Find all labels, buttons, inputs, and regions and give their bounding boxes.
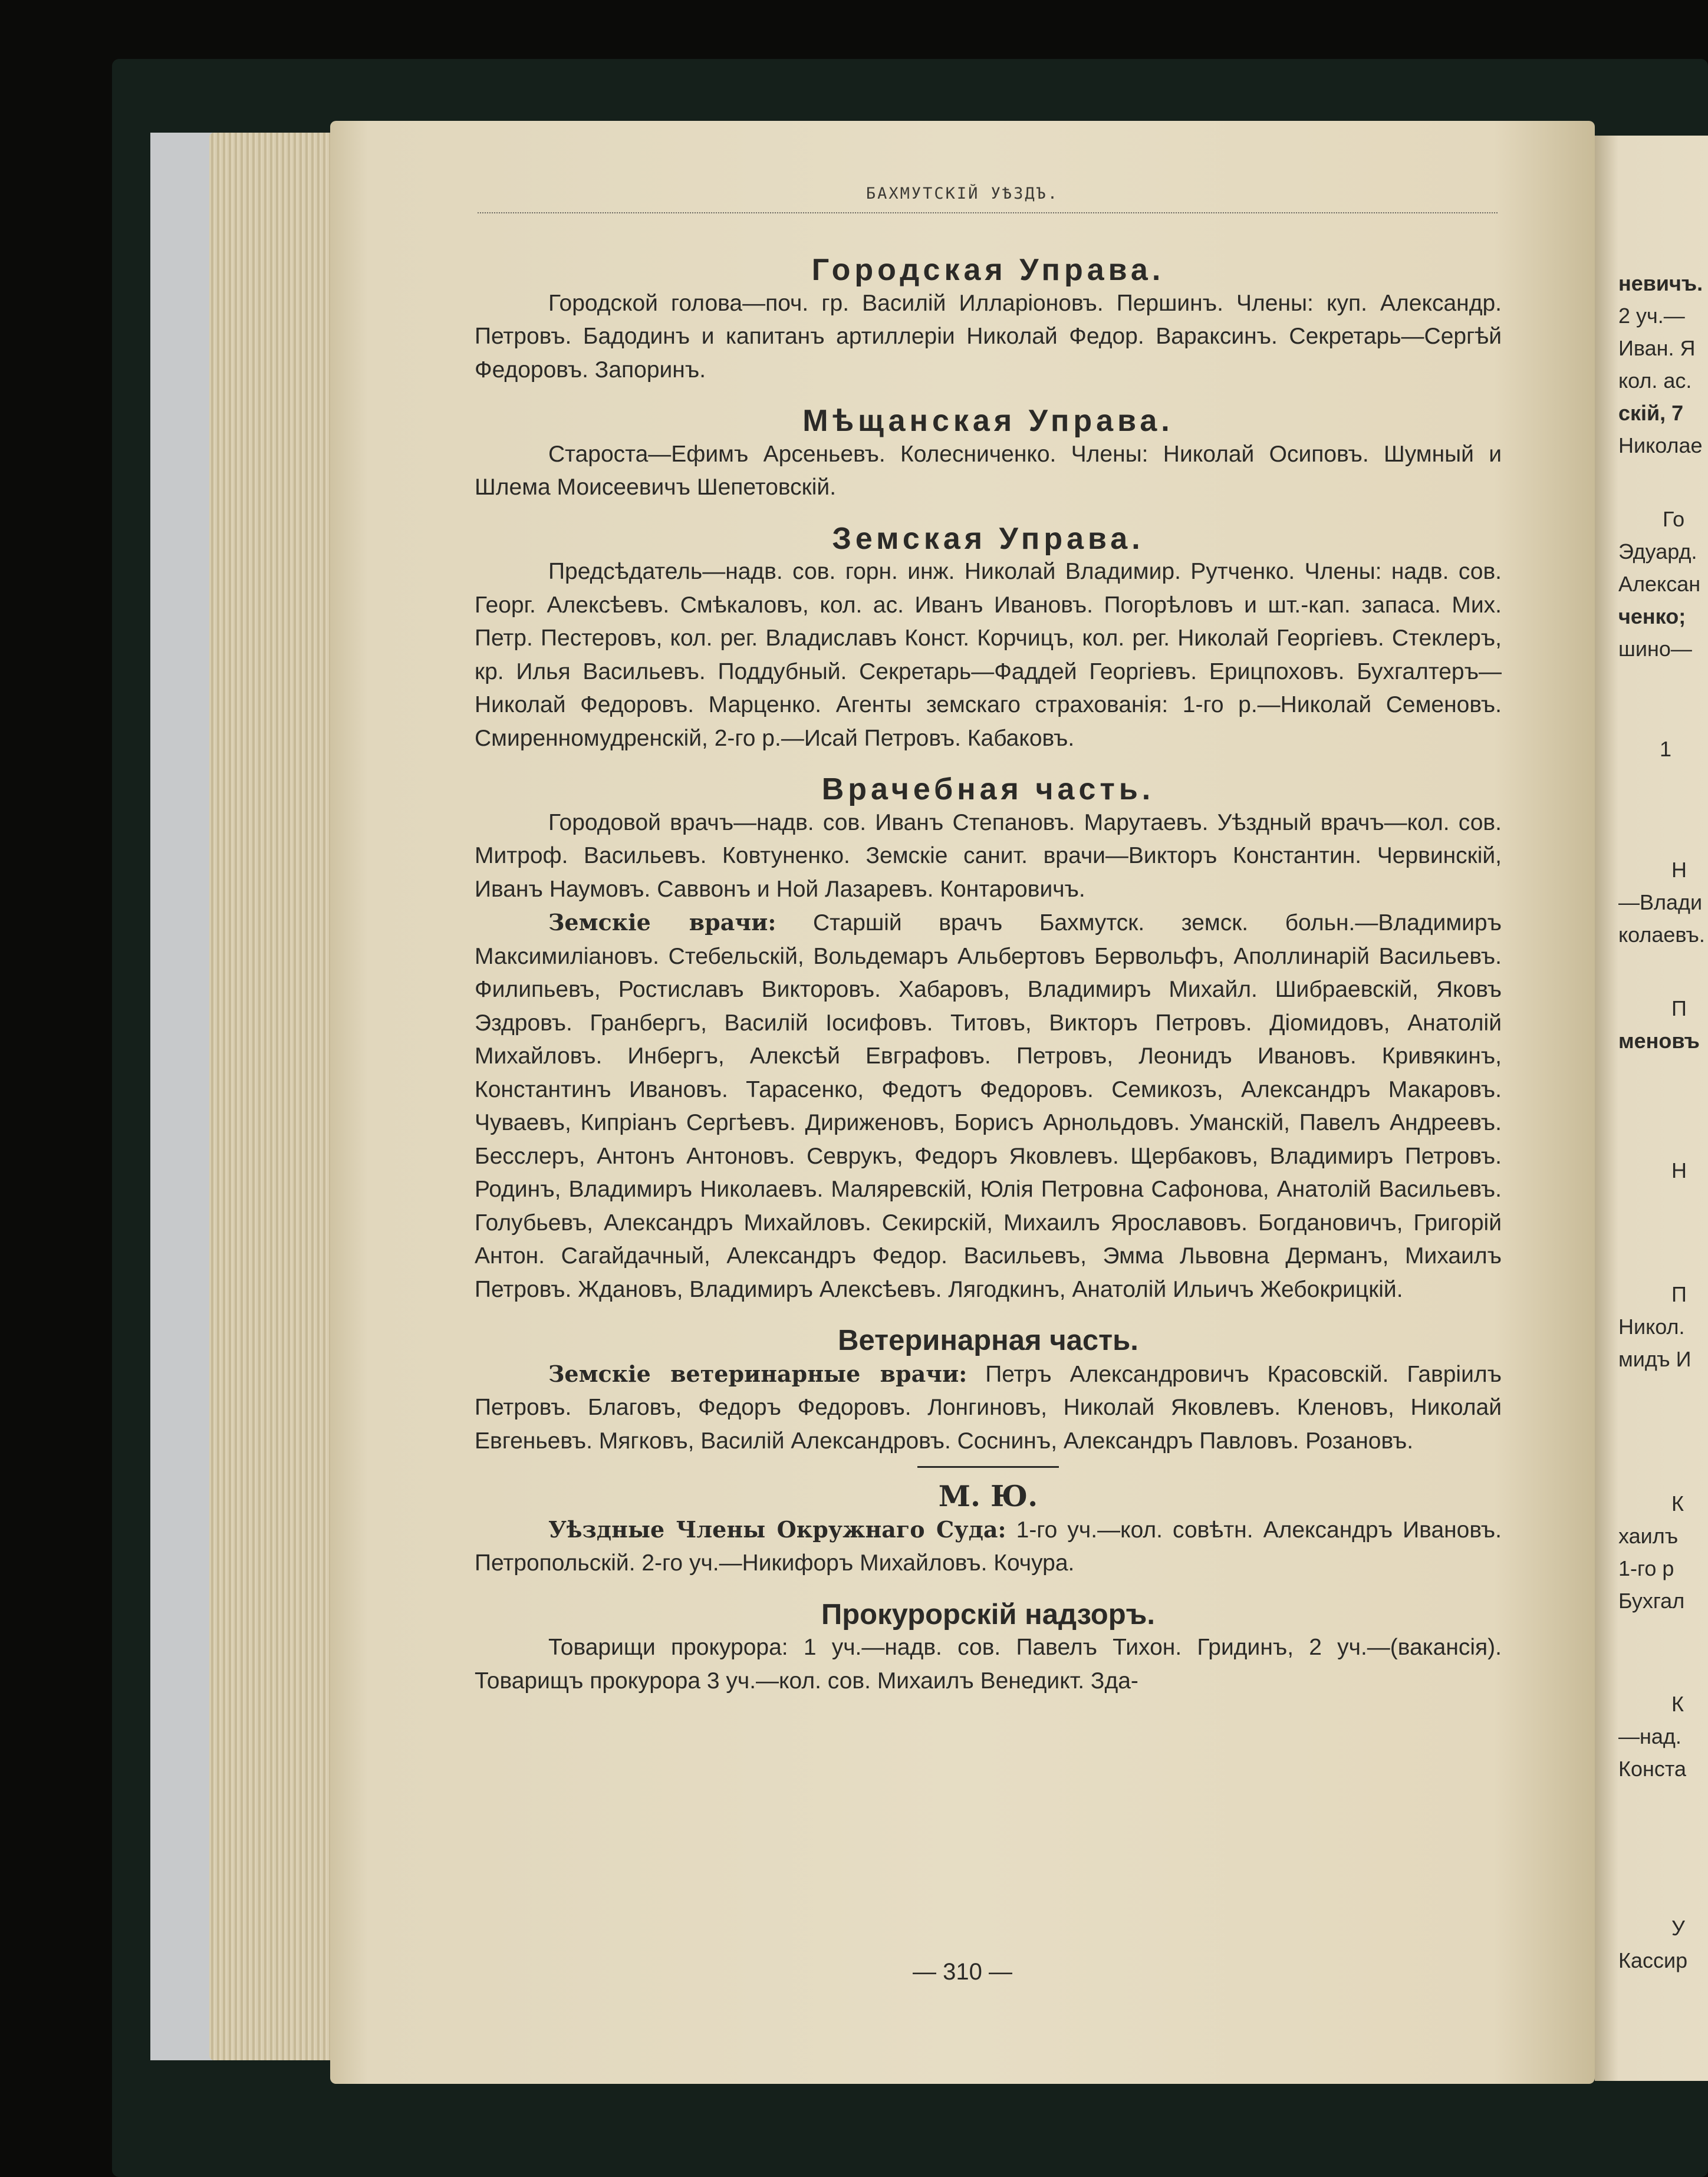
right-line: 1 [1660,737,1672,761]
right-line: Го [1663,507,1685,531]
right-line: Эдуард. [1618,539,1697,564]
heading-gorodskaya: Городская Управа. [811,253,1165,287]
right-line: Н [1671,1158,1687,1183]
vet-lead: Земскiе ветеринарные врачи: [548,1360,967,1387]
left-page [330,121,1595,2084]
heading-mu: М. Ю. [938,1479,1038,1513]
paragraph-vrachebnaya: Городовой врачъ—надв. сов. Иванъ Степановъ. Марутаевъ. Уѣздный врачъ—кол. сов. Митроф. Васильевъ. Ковтуненко. Земскiе санит. врачи—Викторъ Константин. Червинскiй, Иванъ Наумовъ. Саввонъ и Ной Лазаревъ. Контаровичъ. [475,809,1502,902]
right-line: 1-го р [1618,1556,1674,1580]
page-number: — 310 — [913,1959,1012,1985]
right-line: К [1671,1692,1684,1716]
heading-veterinarnaya: Ветеринарная часть. [838,1325,1138,1356]
right-line: —Влади [1618,890,1703,914]
right-line: П [1671,1282,1687,1306]
right-line: Никол. [1618,1315,1685,1339]
heading-prokurorskiy: Прокурорскiй надзоръ. [821,1598,1155,1631]
right-line: Алексан [1618,572,1701,596]
paragraph-veterinarnaya [475,1358,1502,1458]
heading-vrachebnaya: Врачебная часть. [821,772,1155,806]
right-line: Бухгал [1618,1589,1685,1613]
right-line: Николае [1618,433,1703,457]
zemskie-vrachi-text: Старшiй врачъ Бахмутск. земск. больн.—Владимиръ Максимилiановъ. Стебельскiй, Вольдемаръ Альбертовъ Бервольфъ, Аполлинарiй Васильевъ. Филипьевъ, Ростиславъ Викторовъ. Хабаровъ, Владимиръ Михайл. Шибраевскiй, Яковъ Эздровъ. Гранбергъ, Василiй Iосифовъ. Титовъ, Викторъ Петровъ. Дiомидовъ, Анатолiй Михайловъ. Инбергъ, Алексѣй Евграфовъ. Петровъ, Леонидъ Ивановъ. Кривякинъ, Константинъ Ивановъ. Тарасенко, Федотъ Федоровъ. Семикозъ, Александръ Макаровъ. Чуваевъ, Кипрiанъ Сергѣевъ. Дириженовъ, Борисъ Арнольдовъ. Уманскiй, Павелъ Андреевъ. Бесслеръ, Антонъ Антоновъ. Севрукъ, Федоръ Яковлевъ. Щербаковъ, Владимиръ Петровъ. Родинъ, Владимиръ Николаевъ. Маляревскiй, Юлiя Петровна Сафонова, Анатолiй Васильевъ. Голубьевъ, Александръ Михайловъ. Секирскiй, Михаилъ Ярославовъ. Богдановичъ, Григорiй Антон. Сагайдачный, Александръ Федор. Васильевъ, Эмма Львовна Дерманъ, Михаилъ Петровъ. Ждановъ, Владимиръ Алексѣевъ. Лягодкинъ, Анатолiй Ильичъ Жебокрицкiй. [475,910,1502,1302]
right-line: хаилъ [1618,1524,1679,1548]
right-line: скiй, 7 [1618,401,1684,425]
right-line: ченко; [1618,604,1686,628]
mu-lead: Уѣздные Члены Окружнаго Суда: [548,1516,1006,1543]
heading-meshchanskaya: Мѣщанская Управа. [802,404,1174,438]
right-line: Кассир [1618,1948,1688,1972]
paragraph-gorodskaya: Городской голова—поч. гр. Василiй Илларiоновъ. Першинъ. Члены: куп. Александр. Петровъ. Бадодинъ и капитанъ артиллерiи Николай Федор. Вараксинъ. Секретарь—Сергѣй Федоровъ. Запоринъ. [475,290,1502,383]
right-line: невичъ. [1618,271,1703,295]
right-line: 2 уч.— [1618,304,1685,328]
right-line: Иван. Я [1618,336,1696,360]
paragraph-prokurorskiy: Товарищи прокурора: 1 уч.—надв. сов. Павелъ Тихон. Гридинъ, 2 уч.—(вакансiя). Товарищъ прокурора 3 уч.—кол. сов. Михаилъ Венедикт. Зда- [475,1635,1502,1694]
paragraph-zemskaya: Предсѣдатель—надв. сов. горн. инж. Николай Владимир. Рутченко. Члены: надв. сов. Георг. Алексѣевъ. Смѣкаловъ, кол. ас. Иванъ Ивановъ. Погорѣловъ и шт.-кап. запаса. Мих. Петр. Пестеровъ, кол. рег. Владиславъ Конст. Корчицъ, кол. рег. Николай Георгiевъ. Стеклеръ, кр. Илья Васильевъ. Поддубный. Секретарь—Фаддей Георгiевъ. Ерицпоховъ. Бухгалтеръ—Николай Федоровъ. Марценко. Агенты земскаго страхованiя: 1-го р.—Николай Семеновъ. Смиренномудренскiй, 2-го р.—Исай Петровъ. Кабаковъ. [475,559,1502,751]
right-page [1595,136,1708,2081]
mu-text: 1-го уч.—кол. совѣтн. Александръ Ивановъ. Петропольскiй. 2-го уч.—Никифоръ Михайловъ. Кочура. [475,1517,1502,1576]
right-line: Конста [1618,1757,1686,1781]
section-divider [917,1466,1059,1468]
right-line: У [1671,1916,1685,1940]
page-content [475,253,1502,1698]
right-line: кол. ас. [1618,368,1692,393]
right-line: шино— [1618,637,1692,661]
paragraph-mu [475,1513,1502,1580]
paragraph-zemskie-vrachi [475,906,1502,1306]
right-line: —над. [1618,1724,1681,1748]
right-line: К [1671,1491,1684,1516]
heading-zemskaya: Земская Управа. [832,521,1144,556]
paragraph-meshchanskaya: Староста—Ефимъ Арсеньевъ. Колесниченко. Члены: Николай Осиповъ. Шумный и Шлема Моисеевичъ Шепетовскiй. [475,441,1502,500]
right-line: колаевъ. [1618,923,1705,947]
right-line: П [1671,996,1687,1020]
zemskie-vrachi-lead: Земскiе врачи: [548,909,776,936]
right-line: меновъ [1618,1029,1700,1053]
right-line: Н [1671,858,1687,882]
running-header: БАХМУТСКIЙ УѢЗДЪ. [865,185,1059,203]
vet-text: Петръ Александровичъ Красовскiй. Гаврiилъ Петровъ. Благовъ, Федоръ Федоровъ. Лонгиновъ, Николай Яковлевъ. Кленовъ, Николай Евгеньевъ. Мягковъ, Василiй Александровъ. Соснинъ, Александръ Павловъ. Розановъ. [475,1361,1502,1454]
header-rule [478,212,1498,213]
right-line: мидъ И [1618,1347,1691,1371]
